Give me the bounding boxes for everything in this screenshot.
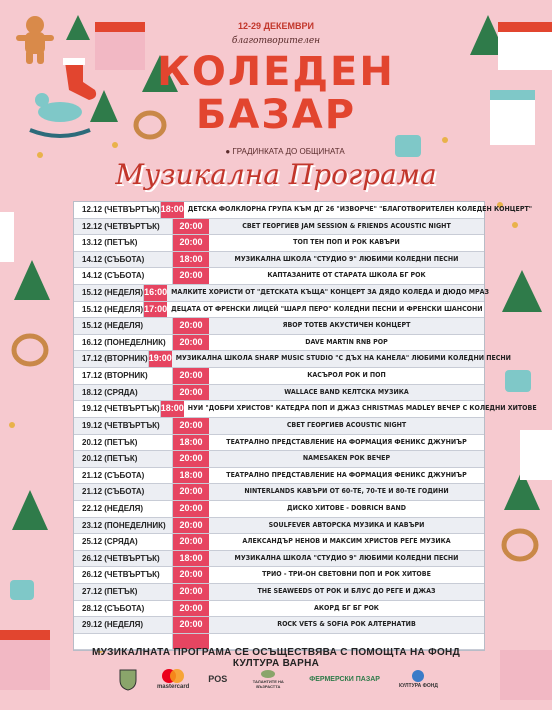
schedule-date: 17.12 (ВТОРНИК) — [74, 351, 149, 367]
schedule-date: 12.12 (ЧЕТВЪРТЪК) — [74, 202, 161, 218]
logo-municipality — [118, 668, 138, 690]
schedule-event: АЛЕКСАНДЪР НЕНОВ И МАКСИМ ХРИСТОВ РЕГЕ МУЗИКА — [242, 537, 451, 546]
location-pin-icon: ● — [225, 147, 231, 156]
schedule-date: 15.12 (НЕДЕЛЯ) — [74, 302, 144, 318]
schedule-time: 20:00 — [173, 235, 209, 251]
market-stall-icon — [520, 430, 552, 480]
schedule-event: ДЕТСКА ФОЛКЛОРНА ГРУПА КЪМ ДГ 26 "ИЗВОРЧЕ" "БЛАГОТВОРИТЕЛЕН КОЛЕДЕН КОНЦЕРТ" — [187, 205, 533, 213]
schedule-time: 20:00 — [173, 385, 209, 401]
schedule-time: 20:00 — [173, 567, 209, 583]
schedule-date: 21.12 (СЪБОТА) — [74, 484, 173, 500]
schedule-date: 20.12 (ПЕТЪК) — [74, 451, 173, 467]
schedule-event: СВЕТ ГЕОРГИЕВ JAM SESSION & FRIENDS ACOUSTIC NIGHT — [242, 221, 451, 230]
market-stall-icon — [95, 22, 145, 70]
logo-fond-kultura: КУЛТУРА ФОНД — [399, 669, 438, 689]
schedule-date: 14.12 (СЪБОТА) — [74, 252, 173, 268]
schedule-date: 19.12 (ЧЕТВЪРТЪК) — [74, 401, 161, 417]
schedule-row — [74, 268, 484, 285]
schedule-event: ROCK VETS & SOFIA РОК АЛТЕРНАТИВ — [277, 620, 416, 629]
leaf-icon — [260, 669, 276, 679]
schedule-event: WALLACE BAND КЕЛТСКА МУЗИКА — [284, 387, 409, 396]
schedule-event: НУИ "ДОБРИ ХРИСТОВ" КАТЕДРА ПОП И ДЖАЗ CHRISTMAS MADLEY ВЕЧЕР С КОЛЕДНИ ХИТОВЕ — [187, 404, 537, 413]
schedule-row — [74, 468, 484, 485]
schedule-date: 21.12 (СЪБОТА) — [74, 468, 173, 484]
schedule-date: 17.12 (ВТОРНИК) — [74, 368, 173, 384]
schedule-time: 20:00 — [173, 601, 209, 617]
schedule-row — [74, 501, 484, 518]
schedule-event: ТОП ТЕН ПОП И РОК КАВЪРИ — [293, 238, 400, 247]
schedule-event: МАЛКИТЕ ХОРИСТИ ОТ "ДЕТСКАТА КЪЩА" КОНЦЕРТ ЗА ДЯДО КОЛЕДА И ДЮДО МРАЗ — [171, 288, 489, 297]
schedule-row — [74, 368, 484, 385]
schedule-time: 20:00 — [173, 318, 209, 334]
schedule-date: 15.12 (НЕДЕЛЯ) — [74, 285, 144, 301]
title-line-1: КОЛЕДЕН — [157, 49, 395, 95]
schedule-event: ТРИО - ТРИ-ОН СВЕТОВНИ ПОП И РОК ХИТОВЕ — [262, 570, 431, 579]
schedule-event: МУЗИКАЛНА ШКОЛА "СТУДИО 9" ЛЮБИМИ КОЛЕДНИ ПЕСНИ — [234, 553, 459, 562]
schedule-event: ТЕАТРАЛНО ПРЕДСТАВЛЕНИЕ НА ФОРМАЦИЯ ФЕНИКС ДЖУНИЪР — [226, 470, 467, 479]
schedule-event: МУЗИКАЛНА ШКОЛА "СТУДИО 9" ЛЮБИМИ КОЛЕДНИ ПЕСНИ — [234, 254, 459, 263]
schedule-row — [74, 235, 484, 252]
schedule-row — [74, 318, 484, 335]
location-text: ГРАДИНКАТА ДО ОБЩИНАТА — [232, 147, 345, 156]
schedule-date: 29.12 (НЕДЕЛЯ) — [74, 617, 173, 633]
location — [210, 147, 360, 156]
logo-mastercard: mastercard — [157, 668, 189, 690]
event-dates: 12-29 ДЕКЕМВРИ — [238, 21, 314, 31]
schedule-time: 20:00 — [173, 268, 209, 284]
schedule-date: 22.12 (НЕДЕЛЯ) — [74, 501, 173, 517]
schedule-time: 18:00 — [173, 551, 209, 567]
schedule-event: NINTERLANDS КАВЪРИ ОТ 60-ТЕ, 70-ТЕ И 80-ТЕ ГОДИНИ — [244, 487, 449, 496]
schedule-row — [74, 385, 484, 402]
logo-farmers-bazaar: ФЕРМЕРСКИ ПАЗАР — [309, 675, 380, 683]
schedule-time: 20:00 — [173, 501, 209, 517]
schedule-event: МУЗИКАЛНА ШКОЛА SHARP MUSIC STUDIO "С ДЪХ НА КАНЕЛА" ЛЮБИМИ КОЛЕДНИ ПЕСНИ — [175, 354, 511, 363]
schedule-date: 15.12 (НЕДЕЛЯ) — [74, 318, 173, 334]
schedule-event: DAVE MARTIN RNB POP — [305, 337, 388, 346]
logo-talents: ТАЛАНТИТЕ НА ВЪЗРАСТТА — [246, 669, 290, 689]
schedule-event: АКОРД БГ БГ РОК — [314, 603, 379, 612]
schedule-time: 17:00 — [144, 302, 167, 318]
schedule-time: 18:00 — [173, 252, 209, 268]
schedule-row — [74, 202, 533, 219]
schedule-row — [74, 551, 484, 568]
schedule-time: 20:00 — [173, 219, 209, 235]
footer-note: МУЗИКАЛНАТА ПРОГРАМА СЕ ОСЪЩЕСТВЯВА С ПОМОЩТА НА ФОНД КУЛТУРА ВАРНА — [92, 647, 460, 669]
schedule-date: 18.12 (СРЯДА) — [74, 385, 173, 401]
schedule-date: 14.12 (СЪБОТА) — [74, 268, 173, 284]
schedule-row — [74, 534, 484, 551]
schedule-event: NAMESAKEN РОК ВЕЧЕР — [302, 454, 391, 463]
schedule-event: КАСЪРОЛ РОК И ПОП — [307, 371, 386, 380]
schedule-row — [74, 418, 484, 435]
schedule-row — [74, 401, 537, 418]
schedule-time: 20:00 — [173, 518, 209, 534]
culture-fund-icon — [408, 669, 428, 683]
market-stall-icon — [490, 22, 552, 145]
schedule-event: КАПТАЗАНИТЕ ОТ СТАРАТА ШКОЛА БГ РОК — [267, 271, 426, 280]
coat-of-arms-icon — [118, 668, 138, 690]
schedule-table — [73, 201, 537, 651]
schedule-row — [74, 335, 484, 352]
schedule-row — [74, 617, 484, 634]
schedule-row — [74, 518, 484, 535]
schedule-row — [74, 584, 484, 601]
schedule-row — [74, 219, 484, 236]
rocking-horse-icon — [30, 93, 90, 136]
schedule-event: THE SEAWEEDS ОТ РОК И БЛУС ДО РЕГЕ И ДЖАЗ — [257, 587, 436, 596]
mug-icon — [10, 580, 34, 600]
schedule-row — [74, 252, 484, 269]
schedule-row — [74, 302, 484, 319]
schedule-time: 19:00 — [149, 351, 172, 367]
stocking-icon — [65, 62, 96, 100]
schedule-time: 16:00 — [144, 285, 167, 301]
mastercard-icon — [160, 668, 186, 684]
schedule-time: 20:00 — [173, 584, 209, 600]
schedule-row — [74, 567, 484, 584]
schedule-time: 20:00 — [173, 335, 209, 351]
mug-icon — [505, 370, 531, 392]
schedule-event: ДИСКО ХИТОВЕ - DOBRICH BAND — [287, 503, 406, 512]
market-stall-icon — [500, 650, 552, 700]
schedule-date: 28.12 (СЪБОТА) — [74, 601, 173, 617]
schedule-row — [74, 351, 511, 368]
schedule-time: 18:00 — [173, 435, 209, 451]
schedule-row — [74, 435, 484, 452]
schedule-event: ЯВОР ТОТЕВ АКУСТИЧЕН КОНЦЕРТ — [282, 321, 411, 330]
schedule-date: 13.12 (ПЕТЪК) — [74, 235, 173, 251]
schedule-date: 23.12 (ПОНЕДЕЛНИК) — [74, 518, 173, 534]
logo-pos: POS — [208, 674, 228, 684]
schedule-row — [74, 451, 484, 468]
schedule-time: 18:00 — [161, 202, 184, 218]
schedule-date: 16.12 (ПОНЕДЕЛНИК) — [74, 335, 173, 351]
schedule-date: 25.12 (СРЯДА) — [74, 534, 173, 550]
schedule-date: 20.12 (ПЕТЪК) — [74, 435, 173, 451]
event-subtitle: благотворителен — [231, 36, 321, 46]
schedule-time: 20:00 — [173, 418, 209, 434]
schedule-time: 20:00 — [173, 484, 209, 500]
schedule-date: 26.12 (ЧЕТВЪРТЪК) — [74, 567, 173, 583]
schedule-row — [74, 285, 489, 302]
schedule-time: 20:00 — [173, 617, 209, 633]
mug-icon — [395, 135, 421, 157]
schedule-time: 20:00 — [173, 534, 209, 550]
schedule-date: 27.12 (ПЕТЪК) — [74, 584, 173, 600]
market-stall-icon — [0, 212, 14, 262]
schedule-event: ДЕЦАТА ОТ ФРЕНСКИ ЛИЦЕЙ "ШАРЛ ПЕРО" КОЛЕДНИ ПЕСНИ И ФРЕНСКИ ШАНСОНИ — [171, 304, 483, 313]
schedule-date: 19.12 (ЧЕТВЪРТЪК) — [74, 418, 173, 434]
schedule-time: 18:00 — [161, 401, 184, 417]
schedule-row — [74, 601, 484, 618]
schedule-event: SOULFEVER АВТОРСКА МУЗИКА И КАВЪРИ — [268, 520, 425, 529]
schedule-date: 12.12 (ЧЕТВЪРТЪК) — [74, 219, 173, 235]
schedule-date: 26.12 (ЧЕТВЪРТЪК) — [74, 551, 173, 567]
gingerbread-icon — [16, 16, 54, 64]
program-title: Музикална Програма — [115, 158, 437, 191]
schedule-row — [74, 484, 484, 501]
schedule-event: СВЕТ ГЕОРГИЕВ ACOUSTIC NIGHT — [286, 420, 407, 429]
schedule-time: 20:00 — [173, 368, 209, 384]
title-line-2: БАЗАР — [195, 92, 357, 138]
schedule-time: 18:00 — [173, 468, 209, 484]
sponsor-logos — [118, 664, 438, 694]
schedule-time: 20:00 — [173, 451, 209, 467]
schedule-event: ТЕАТРАЛНО ПРЕДСТАВЛЕНИЕ НА ФОРМАЦИЯ ФЕНИКС ДЖУНИЪР — [226, 437, 467, 446]
